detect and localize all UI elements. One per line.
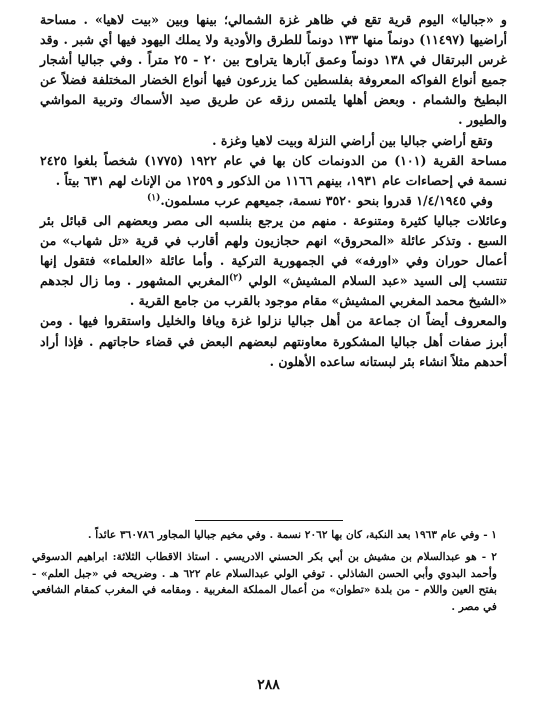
- text-line: يزرعون فيها أنواع الخضار المختلفة فضلاً عن البطيخ والشمام . وبعض أهلها يلتمس: [40, 72, 507, 108]
- text-line: وتقع أراضي جباليا بين أراضي النزلة وبيت لاهيا وغزة .: [212, 132, 493, 148]
- text-line: عائلة «العلماء» فتقول إنها تنتسب إلى السيد «عبد السلام المشيش» الولي: [40, 253, 507, 289]
- footnotes: [32, 527, 497, 621]
- text-line: رزقه عن طريق صيد الأسماك وتربية المواشي والطيور .: [40, 92, 507, 128]
- footnote-line: ١ - وفي عام ١٩٦٣ بعد النكبة، كان بها ٢٠٦٢ نسمة . وفي مخيم جباليا المجاور: [157, 529, 497, 541]
- text-line: شخصاً بلغوا ٢٤٢٥ نسمة في إحصاءات عام ١٩٣١، بينهم ١١٦٦ من الذكور: [40, 152, 507, 188]
- paragraph-estimate-1945: [40, 191, 507, 211]
- text-line: ٢٠ - ٢٥ متراً . وفي جباليا أشجار جميع أنواع الفواكه المعروفة بفلسطين كما: [40, 52, 507, 88]
- page-number: ٢٨٨: [257, 677, 280, 693]
- text-line: بالقرب من جامع القرية .: [129, 293, 261, 309]
- text-line: وعائلات جباليا كثيرة ومتنوعة . منهم من يرجع بنلسبه الى مصر وبعضهم الى: [93, 212, 508, 228]
- text-line: قبائل بئر السبع . وتذكر عائلة «المحروق» انهم حجازيون ولهم أقارب في: [40, 212, 507, 249]
- text-line: و ١٢٥٩ من الإناث لهم ٦٣١ بيتاً .: [55, 172, 224, 188]
- paragraph-lands: [40, 131, 507, 151]
- footnote-line: في المغرب كمقام الشافعي في مصر .: [32, 584, 497, 614]
- text-line: فيها . ومن أبرز صفات أهل جباليا المشكورة معاونتهم لبعضهم البعض في: [40, 313, 507, 349]
- footnote-line: ابراهيم الدسوقي وأحمد البدوي وأبي الحسن الشاذلي . توفي الولي عبدالسلام عام ٦٢٢ هـ . وضريحه: [32, 550, 497, 580]
- main-text: [40, 10, 507, 372]
- footnote-line: ٣٦٠٧٨٦ عائداً .: [87, 529, 155, 541]
- footnote-1: [32, 527, 497, 544]
- text-line: والمعروف أيضاً ان جماعة من أهل جباليا نزلوا غزة ويافا والخليل واستقروا: [104, 313, 507, 329]
- text-line: قرية «تل شهاب» من أعمال حوران وفي «اورفه» في الجمهورية التركية . وأما: [40, 233, 507, 269]
- footnote-line: في «جبل العلم» - بفتح العين واللام - من بلدة «تطوان» من أعمال المملكة المغربية . ومقامه: [32, 567, 497, 597]
- footnote-2: [32, 549, 497, 616]
- paragraph-population: [40, 151, 507, 191]
- footnote-divider: [195, 520, 343, 521]
- paragraph-jabalia-location: [40, 10, 507, 131]
- text-line: مساحة أراضيها (١١٤٩٧) دونماً منها ١٣٣ دونماً للطرق والأودية ولا يملك: [40, 12, 507, 48]
- text-line: المغربي المشهور . وما زال لجدهم «الشيخ محمد المغربي المشيش» مقام موجود: [40, 273, 507, 309]
- footnote-line: ٢ - هو عبدالسلام بن مشيش بن أبي بكر الحسني الادريسي . استاذ الاقطاب الثلاثة:: [112, 550, 497, 563]
- text-line: و «جباليا» اليوم قرية تقع في ظاهر غزة الشمالي؛ بينها وبين «بيت لاهيا» .: [83, 12, 507, 27]
- footnote-ref-2: (٢): [229, 273, 243, 284]
- text-line: اليهود فيها أي شبر . وقد غرس البرتقال في ١٣٨ دونماً وعمق آبارها يتراوح بين: [40, 32, 508, 68]
- footnote-ref-1: (١): [146, 192, 161, 203]
- paragraph-cooperation: [40, 311, 507, 371]
- text-line: قضاء حاجاتهم . فإذا أراد أحدهم مثلاً انشاء بئر لبستانه ساعده الأهلون .: [40, 333, 507, 369]
- text-line: مساحة القرية (١٠١) من الدونمات كان بها في عام ١٩٢٢ (١٧٧٥): [144, 152, 507, 168]
- paragraph-families: [40, 211, 507, 311]
- text-line: وفي ١/٤/١٩٤٥ قدروا بنحو ٣٥٢٠ نسمة، جميعهم عرب مسلمون.: [160, 192, 493, 208]
